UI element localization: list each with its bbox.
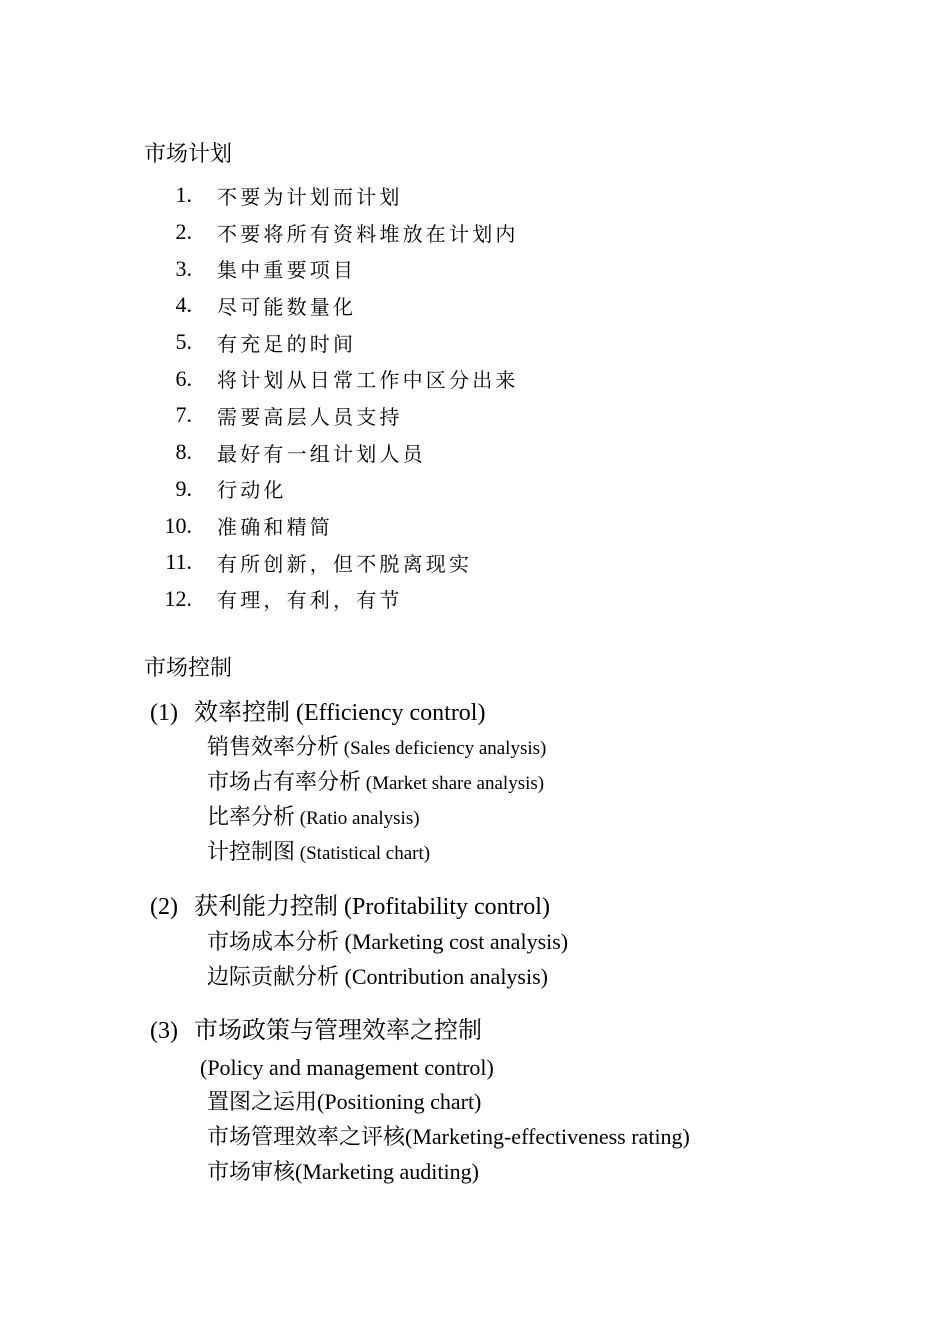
control-subitem (207, 734, 546, 764)
list-item-text: 需要高层人员支持 (217, 404, 403, 429)
section-title-en: (Profitability control) (338, 894, 550, 920)
subitem-zh: 销售效率分析 (207, 735, 340, 760)
list-item-text: 准确和精简 (217, 515, 333, 540)
control-subitem (207, 1158, 479, 1189)
section-title-zh: 获利能力控制 (194, 892, 338, 920)
section-number: (2) (150, 894, 178, 920)
list-item (150, 434, 519, 471)
subitem-en: (Positioning chart) (317, 1089, 482, 1114)
list-item (150, 360, 519, 397)
list-item-number: 4. (175, 292, 192, 318)
list-item-number: 11. (165, 549, 192, 575)
list-item-text: 有理，有利，有节 (217, 588, 403, 613)
list-item (150, 471, 519, 508)
section-number: (1) (150, 700, 178, 726)
list-item-number: 5. (175, 329, 192, 355)
list-item (150, 397, 519, 434)
control-heading: 市场控制 (144, 656, 233, 681)
list-item (150, 507, 519, 544)
subitem-zh: 市场审核 (207, 1160, 296, 1185)
control-subitem (207, 769, 544, 799)
subitem-en: (Market share analysis) (361, 773, 545, 794)
list-item-text: 有充足的时间 (217, 331, 357, 356)
control-section-profitability (150, 892, 550, 921)
section-title-zh: 效率控制 (194, 698, 290, 726)
section-title-en: (Policy and management control) (200, 1055, 494, 1080)
section-title-en: (Efficiency control) (290, 700, 486, 726)
control-section-policy (150, 1016, 482, 1045)
list-item (150, 324, 519, 361)
list-item-text: 有所创新，但不脱离现实 (217, 551, 473, 576)
list-item-number: 3. (175, 255, 192, 281)
control-section-efficiency (150, 698, 485, 727)
list-item-number: 10. (164, 512, 192, 538)
subitem-zh: 市场占有率分析 (207, 770, 362, 795)
section-title-zh: 市场政策与管理效率之控制 (194, 1016, 482, 1044)
subitem-zh: 置图之运用 (207, 1090, 318, 1115)
list-item-number: 12. (164, 585, 192, 611)
subitem-en: (Marketing auditing) (295, 1159, 479, 1184)
list-item (150, 214, 519, 251)
list-item (150, 177, 519, 214)
control-subitem (207, 839, 430, 869)
control-subitem (207, 804, 420, 834)
list-item (150, 287, 519, 324)
subitem-zh: 边际贡献分析 (207, 965, 340, 990)
list-item (150, 544, 519, 581)
list-item-text: 尽可能数量化 (217, 294, 357, 319)
subitem-zh: 市场管理效率之评核 (207, 1125, 406, 1150)
subitem-en: (Statistical chart) (295, 843, 431, 864)
list-item-number: 9. (175, 475, 192, 501)
list-item-number: 7. (175, 402, 192, 428)
list-item (150, 250, 519, 287)
list-item-number: 6. (175, 365, 192, 391)
list-item-text: 行动化 (217, 478, 287, 503)
list-item-number: 1. (175, 182, 192, 208)
subitem-en: (Marketing cost analysis) (339, 929, 569, 954)
plan-heading: 市场计划 (144, 142, 233, 167)
plan-list (150, 177, 519, 617)
list-item-text: 集中重要项目 (217, 258, 357, 283)
section-number: (3) (150, 1018, 178, 1044)
list-item-text: 最好有一组计划人员 (217, 441, 426, 466)
list-item-text: 不要为计划而计划 (217, 184, 403, 209)
subitem-zh: 比率分析 (207, 805, 296, 830)
subitem-en: (Ratio analysis) (295, 808, 420, 829)
subitem-en: (Marketing-effectiveness rating) (405, 1124, 690, 1149)
list-item (150, 581, 519, 618)
control-subitem (207, 1088, 481, 1119)
subitem-zh: 市场成本分析 (207, 930, 340, 955)
subitem-zh: 计控制图 (207, 840, 296, 865)
subitem-en: (Contribution analysis) (339, 964, 548, 989)
list-item-number: 2. (175, 219, 192, 245)
control-subitem (207, 963, 548, 994)
control-subitem (207, 928, 568, 959)
list-item-text: 不要将所有资料堆放在计划内 (217, 221, 519, 246)
list-item-number: 8. (175, 439, 192, 465)
list-item-text: 将计划从日常工作中区分出来 (217, 368, 519, 393)
subitem-en: (Sales deficiency analysis) (339, 738, 547, 759)
control-subitem (207, 1123, 690, 1154)
